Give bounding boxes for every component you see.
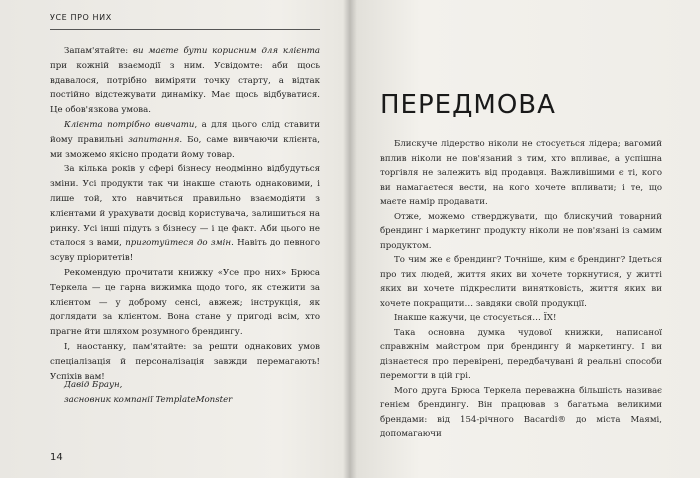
text-run: За кілька років у сфері бізнесу неодмінно відбудуться зміни. Усі продукти так чи інакше стають однаковими, і лише той, хто навчиться правильно взаємодіяти з клієнтами й урахувати досвід користувача, залишиться на ринку. Усі інші підуть з бізнесу — і це факт. Аби цього не сталося з вами, — [50, 164, 320, 249]
italic-run: приготуйтеся до змін — [125, 238, 232, 249]
signature-role: засновник компанії TemplateMonster — [64, 394, 233, 405]
paragraph — [50, 44, 320, 118]
text-run: . Бо, саме вивчаючи клієнта, ми зможемо якісно продати йому товар. — [50, 134, 320, 160]
paragraph — [50, 118, 320, 162]
italic-run: ви маєте бути корисним для клієнта — [132, 46, 320, 56]
paragraph: Така основна думка чудової книжки, написаної справжнім майстром при брендингу й маркетингу. І ви дізнаєтеся про перевірені, передбачувані й реальні способи перемогти в цій грі. — [380, 327, 662, 381]
italic-run: запитання — [128, 134, 180, 145]
paragraph: Блискуче лідерство ніколи не стосується лідера; вагомий вплив ніколи не пов'язаний з тим, хто впливає, а успішна торгівля не залежить від продавця. Важливішими є ті, кого ви намагаєтеся вести, на кого хочете впливати; і те, що маєте намір продавати. — [380, 139, 662, 207]
left-page — [0, 0, 348, 478]
running-head: УСЕ ПРО НИХ — [50, 13, 112, 22]
text-run: . Навіть до певного зсуву пріоритетів! — [50, 238, 320, 264]
text-run: Рекомендую прочитати книжку «Усе про них» Брюса Теркела — це гарна вижимка щодо того, як стежити за клієнтом — у доброму сенсі, авжеж; інструкція, як доглядати за клієнтом. Вона стане у пригоді всім, хто прагне йти шляхом розумного брендингу. — [50, 267, 320, 338]
text-run: при кожній взаємодії з ним. Усвідомте: аби щось вдавалося, потрібно виміряти точку старту, а відтак постійно відстежувати динаміку. Має щось відбуватися. Це обов'язкова умова. — [50, 60, 320, 116]
paragraph: То чим же є брендинг? Точніше, ким є брендинг? Ідеться про тих людей, життя яких ви хочете торкнутися, у житті яких ви хочете підкреслити винятковість, життя яких ви хочете покращити… завдяки своїй продукції. — [380, 255, 662, 309]
signature — [64, 378, 232, 408]
paragraph — [50, 266, 320, 340]
page-number: 14 — [50, 452, 63, 463]
text-run: Запам'ятайте: — [64, 46, 133, 56]
chapter-title: ПЕРЕДМОВА — [380, 90, 556, 120]
text-run: , а для цього слід ставити йому правильні — [50, 119, 320, 145]
header-rule — [50, 29, 320, 30]
paragraph: Інакше кажучи, це стосується… ЇХ! — [394, 313, 557, 323]
signature-name: Давід Браун, — [64, 380, 123, 390]
text-run: І, наостанку, пам'ятайте: за решти однакових умов спеціалізація й персоналізація завжди перемагають! Успіхів вам! — [50, 341, 320, 382]
right-page-body — [380, 137, 662, 442]
paragraph: Мого друга Брюса Теркела переважна більшість називає генієм брендингу. Він працював з багатьма великими брендами: від 154-річного Bacardi® до міста Маямі, допомагаючи — [380, 385, 662, 439]
left-page-body — [50, 44, 320, 384]
italic-run: Клієнта потрібно вивчати — [64, 119, 195, 130]
paragraph — [50, 162, 320, 266]
paragraph: Отже, можемо стверджувати, що блискучий товарний брендинг і маркетинг продукту ніколи не пов'язані із самим продуктом. — [380, 211, 662, 251]
